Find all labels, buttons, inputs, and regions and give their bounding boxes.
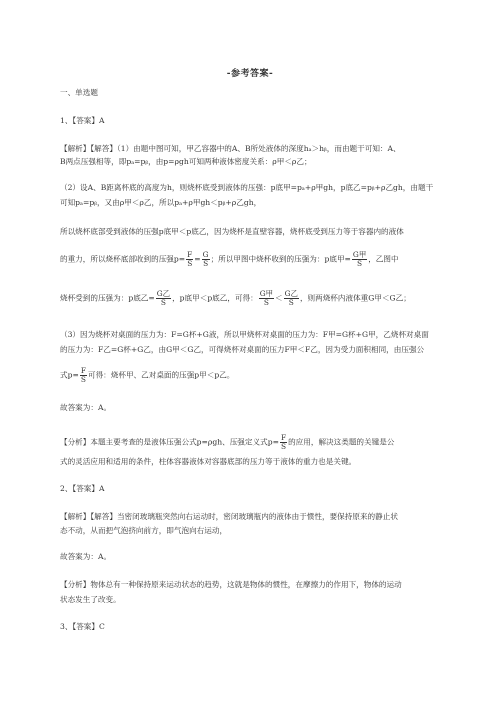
q1-analysis-line: 【解析】【解答】（1）由题中图可知，甲乙容器中的A、B所处液体的深度hₐ＞hᵦ，而由题干可知：A、 [60, 144, 401, 153]
fraction-f-over-s: $\frac{F}{S}$ [280, 433, 287, 451]
q1-analysis-line: 可知pₐ=pᵦ，又由ρ甲＜ρ乙，所以pₐ+ρ甲gh＜pᵦ+ρ乙gh， [60, 198, 262, 207]
q1-formula-line [60, 251, 399, 268]
q1-analysis-line: 所以烧杯底部受到液体的压强p底甲＜p底乙，因为烧杯是直壁容器，烧杯底受到压力等于容器内的液体 [60, 227, 404, 236]
q1-text: ；所以甲图中烧杯收到的压强为： [210, 254, 325, 264]
symbol-p-diyi: p底乙 [128, 293, 149, 303]
q1-text: ，乙图中 [368, 254, 399, 264]
q1-analysis-line: B两点压强相等，即pₐ=pᵦ，由p=ρgh可知两种液体密度关系：ρ甲＜ρ乙； [60, 157, 312, 166]
symbol-eq: = [272, 437, 279, 447]
q1-text: ，则两烧杯内液体重G甲＜G乙； [299, 293, 411, 303]
q2-analysis-line: 态不动，从而把气泡挤向前方，即气泡向右运动， [60, 526, 228, 535]
symbol-p: p [267, 437, 273, 447]
section-heading: 一、单选题 [60, 88, 98, 97]
q1-comment-line [60, 434, 394, 451]
q1-comment-line: 式的灵活应用和适用的条件，柱体容器液体对容器底部的压力等于液体的重力也是关键。 [60, 457, 357, 466]
q1-conclusion: 故答案为：A。 [60, 403, 112, 412]
symbol-eq: = [344, 254, 351, 264]
q1-analysis-line: 的压力为：F乙=G杯+G乙，由G甲＜G乙，可得烧杯对桌面的压力F甲＜F乙，因为受力面积相同，由压强公 [60, 345, 425, 354]
symbol-lt: ＜ [275, 293, 283, 303]
q2-conclusion: 故答案为：A。 [60, 552, 112, 561]
symbol-eq: = [178, 254, 186, 264]
q1-text: 烧杯受到的压强为： [60, 293, 129, 303]
fraction-gyi-over-s: $\frac{\text{G乙}}{S}$ [284, 289, 298, 307]
q1-formula-line [60, 367, 234, 384]
q1-analysis-line: （2）设A、B距离杯底的高度为h，则烧杯底受到液体的压强：p底甲=pₐ+ρ甲gh，p底乙=pᵦ+ρ乙gh，由题干 [60, 183, 434, 192]
q1-comment-prefix: 【分析】本题主要考查的是液体压强公式p=ρgh、压强定义式 [60, 437, 268, 447]
q1-text: 式 [60, 370, 68, 380]
symbol-p: p [67, 370, 73, 380]
q3-answer: 3、【答案】C [60, 622, 105, 631]
q1-formula-line [60, 290, 411, 307]
q2-comment-line: 【分析】物体总有一种保持原来运动状态的趋势，这就是物体的惯性，在摩擦力的作用下，物体的运动 [60, 580, 402, 589]
symbol-p: p [173, 254, 179, 264]
symbol-eq: = [194, 254, 201, 264]
q2-comment-line: 状态发生了改变。 [60, 595, 121, 604]
fraction-f-over-s: $\frac{F}{S}$ [187, 250, 193, 268]
q1-text: 可得：烧杯甲、乙对桌面的压强p甲＜p乙。 [87, 370, 235, 380]
q1-answer: 1、【答案】A [60, 116, 105, 125]
q2-analysis-line: 【解析】【解答】当密闭玻璃瓶突然向右运动时，密闭玻璃瓶内的液体由于惯性，要保持原来的静止状 [60, 512, 398, 521]
fraction-gjia-over-s: $\frac{\text{G甲}}{S}$ [259, 289, 274, 307]
q1-analysis-line: （3）因为烧杯对桌面的压力为：F=G杯+G液，所以甲烧杯对桌面的压力为：F甲=G杯+G甲，乙烧杯对桌面 [60, 330, 429, 339]
fraction-gyi-over-s: $\frac{\text{G乙}}{S}$ [156, 289, 171, 307]
q1-text: 的重力，所以烧杯底部收到的压强 [60, 254, 174, 264]
q1-text: ，p底甲＜p底乙，可得： [172, 293, 258, 303]
symbol-eq: = [72, 370, 79, 380]
q1-comment-suffix: 的应用，解决这类题的关键是公 [288, 437, 395, 447]
page-title: -参考答案- [226, 69, 274, 79]
q2-answer: 2、【答案】A [60, 484, 105, 493]
fraction-g-over-s: $\frac{G}{S}$ [202, 250, 209, 268]
symbol-eq: = [148, 293, 155, 303]
fraction-gjia-over-s: $\frac{\text{G甲}}{S}$ [352, 250, 367, 268]
fraction-f-over-s: $\frac{F}{S}$ [80, 366, 86, 384]
symbol-p-dijia: p底甲 [324, 254, 345, 264]
